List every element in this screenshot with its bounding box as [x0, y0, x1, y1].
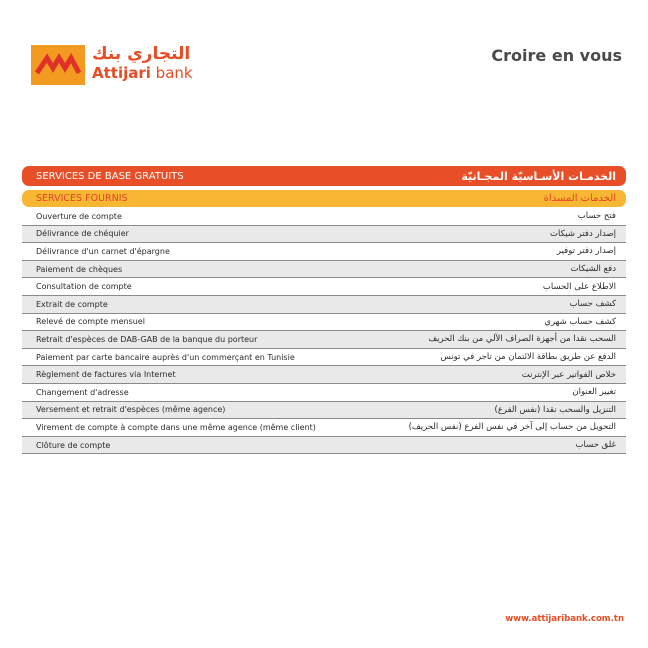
table-row — [22, 296, 626, 314]
row-label-ar: الدفع عن طريق بطاقة الائتمان من تاجر في تونس — [440, 352, 616, 363]
row-label-fr: Paiement par carte bancaire auprès d'un commerçant en Tunisie — [36, 352, 295, 362]
row-label-fr: Ouverture de compte — [36, 211, 122, 221]
table-row — [22, 437, 626, 455]
services-table — [22, 166, 626, 454]
row-label-fr: Virement de compte à compte dans une même agence (même client) — [36, 422, 316, 432]
row-label-fr: Changement d'adresse — [36, 387, 129, 397]
brand-name-arabic: التجاري بنك — [92, 44, 191, 64]
brand-name-rest: bank — [150, 64, 193, 82]
table-row — [22, 243, 626, 261]
row-label-fr: Consultation de compte — [36, 282, 132, 292]
row-label-ar: تغيير العنوان — [572, 387, 616, 398]
attijari-logo-icon — [34, 53, 82, 77]
row-label-ar: فتح حساب — [577, 211, 616, 222]
row-label-fr: Retrait d'espèces de DAB-GAB de la banque du porteur — [36, 334, 258, 344]
row-label-fr: Délivrance d'un carnet d'épargne — [36, 246, 170, 256]
table-subheader-ar: الخدمات المسداة — [543, 193, 616, 204]
table-row — [22, 366, 626, 384]
row-label-ar: التحويل من حساب إلى آخر في نفس الفرع (نفس الحريف) — [408, 422, 616, 433]
brand-logo — [31, 45, 85, 85]
row-label-fr: Paiement de chèques — [36, 264, 123, 274]
table-row — [22, 314, 626, 332]
table-row — [22, 261, 626, 279]
table-row — [22, 331, 626, 349]
row-label-fr: Règlement de factures via Internet — [36, 370, 176, 380]
row-label-ar: كشف حساب شهري — [544, 316, 616, 327]
brand-name — [92, 64, 193, 82]
row-label-fr: Clôture de compte — [36, 440, 111, 450]
row-label-ar: كشف حساب — [569, 299, 616, 310]
table-row — [22, 402, 626, 420]
table-header — [22, 166, 626, 186]
row-label-ar: دفع الشيكات — [570, 264, 616, 275]
row-label-fr: Versement et retrait d'espèces (même agence) — [36, 405, 226, 415]
row-label-ar: غلق حساب — [575, 440, 616, 451]
table-row — [22, 384, 626, 402]
table-subheader — [22, 190, 626, 207]
row-label-fr: Délivrance de chéquier — [36, 229, 129, 239]
row-label-ar: إصدار دفتر توفير — [556, 246, 616, 257]
table-row — [22, 278, 626, 296]
row-label-ar: السحب نقدا من أجهزة الصراف الآلي من بنك الحريف — [428, 334, 616, 345]
table-header-ar: الخدمـات الأسـاسيّة المجـانيّة — [461, 169, 616, 183]
table-row — [22, 349, 626, 367]
row-label-ar: الاطلاع على الحساب — [542, 281, 616, 292]
row-label-fr: Extrait de compte — [36, 299, 108, 309]
table-header-fr: SERVICES DE BASE GRATUITS — [36, 170, 184, 182]
table-subheader-fr: SERVICES FOURNIS — [36, 193, 128, 204]
table-row — [22, 208, 626, 226]
brand-name-bold: Attijari — [92, 64, 151, 82]
row-label-ar: التنزيل والسحب نقدا (نفس الفرع) — [494, 404, 616, 415]
row-label-ar: إصدار دفتر شيكات — [550, 228, 616, 239]
row-label-fr: Relevé de compte mensuel — [36, 317, 145, 327]
row-label-ar: خلاص الفواتير عبر الإنترنت — [521, 369, 616, 380]
slogan: Croire en vous — [491, 46, 622, 65]
website-link[interactable]: www.attijaribank.com.tn — [505, 614, 624, 624]
table-row — [22, 226, 626, 244]
table-rows — [22, 208, 626, 454]
table-row — [22, 419, 626, 437]
